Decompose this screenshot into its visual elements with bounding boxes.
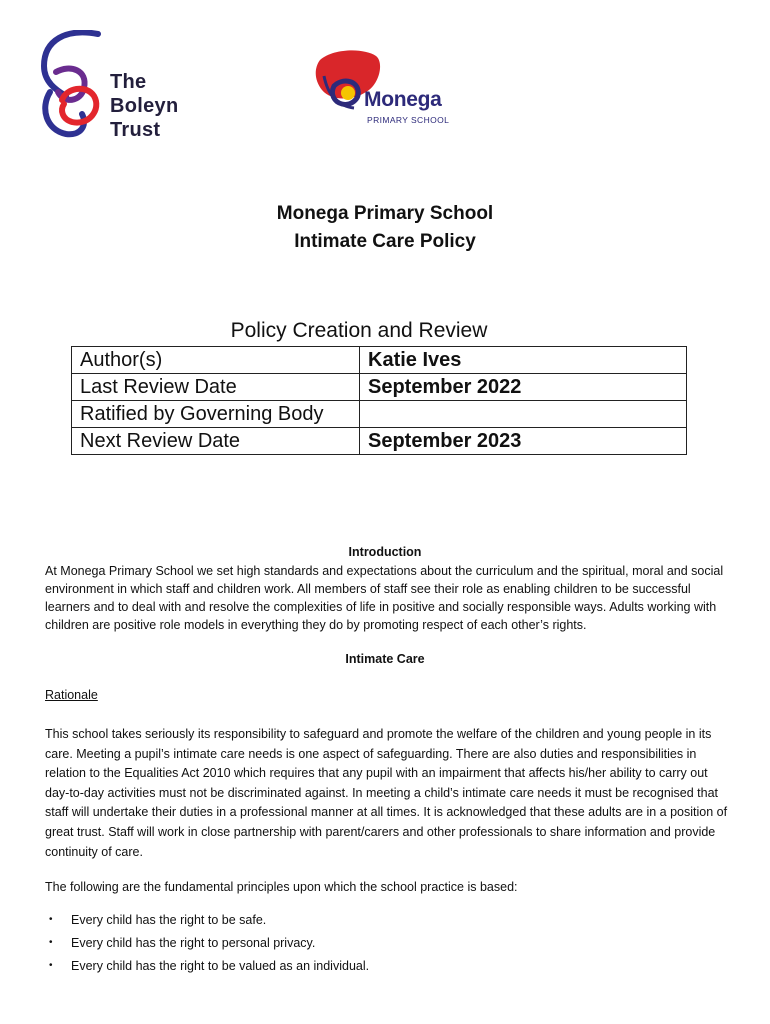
ratified-label: Ratified by Governing Body bbox=[72, 401, 360, 428]
intimate-care-heading: Intimate Care bbox=[345, 652, 425, 666]
title-school-name: Monega Primary School bbox=[276, 203, 494, 224]
monega-logo-subtitle: PRIMARY SCHOOL bbox=[367, 115, 450, 125]
rationale-text: This school takes seriously its responsibility to safeguard and promote the welfare of the children and young people in its care. Meeting a pupil’s intimate care needs is one aspect of safeguarding. There are also duties and responsibilities in relation to the Equalities Act 2010 which requires that any pupil with an impairment that affects his/her ability to carry out day-to-day activities must not be discriminated against. In meeting a child’s intimate care needs it must be recognised that staff will undertake their duties in a professional manner at all times. It is acknowledged that these adults are in a position of great trust. Staff will work in close partnership with parent/carers and other professionals to share information and provide continuity of care. bbox=[45, 727, 728, 859]
author-label: Author(s) bbox=[72, 347, 360, 374]
table-row bbox=[72, 428, 687, 455]
boleyn-knot-icon bbox=[36, 30, 116, 150]
bullet-icon: • bbox=[49, 914, 53, 925]
next-review-value: September 2023 bbox=[360, 428, 687, 455]
author-value: Katie Ives bbox=[360, 347, 687, 374]
introduction-heading: Introduction bbox=[348, 545, 422, 559]
bullet-icon: • bbox=[49, 937, 53, 948]
boleyn-line-2: Boleyn bbox=[110, 95, 179, 117]
principles-list bbox=[45, 910, 369, 979]
bullet-icon: • bbox=[49, 960, 53, 971]
document-title bbox=[0, 200, 770, 256]
monega-school-logo bbox=[314, 46, 459, 128]
list-item bbox=[45, 910, 369, 933]
principles-intro: The following are the fundamental principles upon which the school practice is based: bbox=[45, 880, 518, 894]
boleyn-logo-text bbox=[110, 70, 178, 142]
ratified-value bbox=[360, 401, 687, 428]
principle-text: Every child has the right to be valued as an individual. bbox=[71, 959, 370, 973]
table-row bbox=[72, 374, 687, 401]
monega-logo-name: Monega bbox=[364, 88, 442, 111]
boleyn-trust-logo bbox=[36, 30, 196, 150]
list-item bbox=[45, 933, 369, 956]
policy-table-heading: Policy Creation and Review bbox=[230, 319, 488, 342]
table-row bbox=[72, 347, 687, 374]
rationale-heading: Rationale bbox=[45, 688, 98, 702]
principle-text: Every child has the right to be safe. bbox=[71, 913, 267, 927]
list-item bbox=[45, 956, 369, 979]
last-review-label: Last Review Date bbox=[72, 374, 360, 401]
next-review-label: Next Review Date bbox=[72, 428, 360, 455]
boleyn-line-3: Trust bbox=[110, 119, 161, 141]
policy-review-table bbox=[71, 346, 687, 455]
table-row bbox=[72, 401, 687, 428]
title-policy-name: Intimate Care Policy bbox=[294, 231, 476, 252]
boleyn-line-1: The bbox=[110, 71, 147, 93]
principle-text: Every child has the right to personal privacy. bbox=[71, 936, 316, 950]
last-review-value: September 2022 bbox=[360, 374, 687, 401]
introduction-text: At Monega Primary School we set high standards and expectations about the curriculum and the spiritual, moral and social environment in which staff and children work. All members of staff see their role as enabling children to be successful learners and to deal with and resolve the complexities of life in positive and socially responsible ways. Adults working with children are positive role models in everything they do by promoting respect of each other’s rights. bbox=[45, 564, 724, 632]
